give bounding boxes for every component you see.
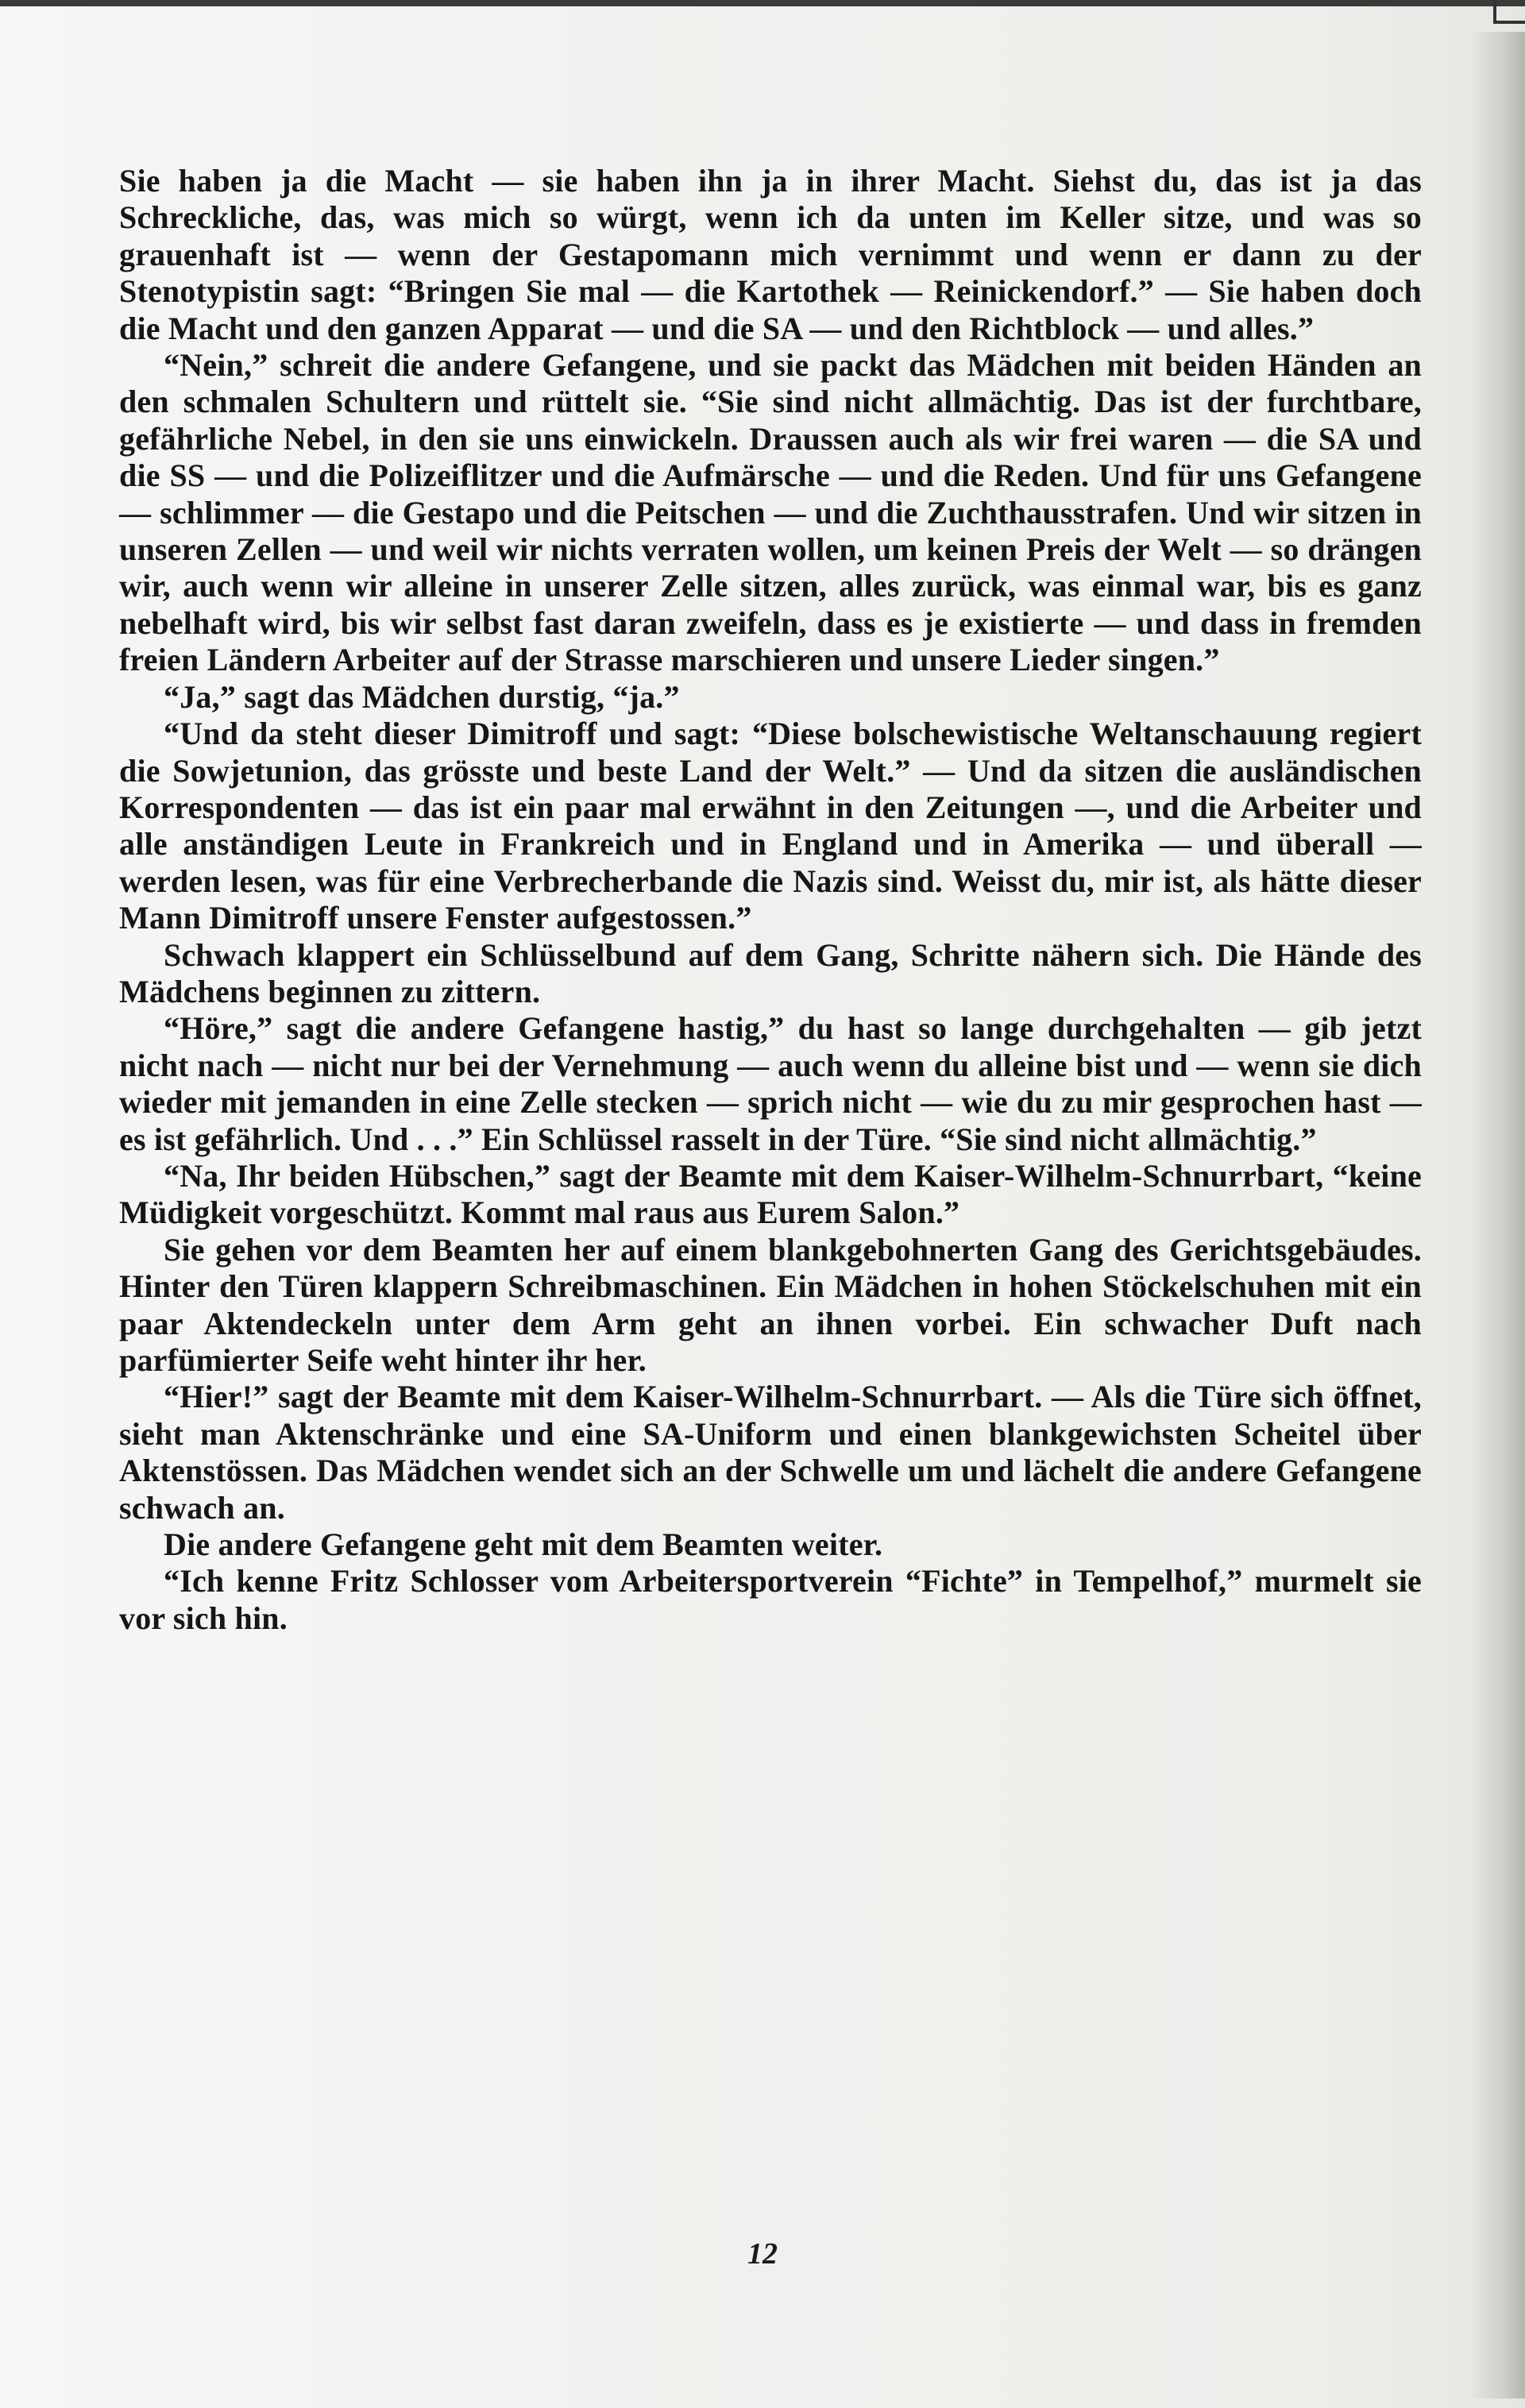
paragraph-8: Sie gehen vor dem Beamten her auf einem blankgebohnerten Gang des Gerichtsgebäudes. Hinter den Türen klappern Schreibmaschinen. Ein Mädchen in hohen Stöckelschuhen mit ein paar Aktendeckeln unter dem Arm geht an ihnen vorbei. Ein schwacher Duft nach parfümierter Seife weht hinter ihr her. [119, 1231, 1422, 1378]
paragraph-6: “Höre,” sagt die andere Gefangene hastig,” du hast so lange durchgehalten — gib jetzt nicht nach — nicht nur bei der Vernehmung — auch wenn du alleine bist und — wenn sie dich wieder mit jemanden in eine Zelle stecken — sprich nicht — wie du zu mir gesprochen hast — es ist gefährlich. Und . . .” Ein Schlüssel rasselt in der Türe. “Sie sind nicht allmächtig.” [119, 1010, 1422, 1157]
page-number: 12 [747, 2237, 778, 2271]
body-text [119, 163, 1422, 1637]
paragraph-5: Schwach klappert ein Schlüsselbund auf dem Gang, Schritte nähern sich. Die Hände des Mädchens beginnen zu zittern. [119, 936, 1422, 1009]
paragraph-4: “Und da steht dieser Dimitroff und sagt: “Diese bolschewistische Weltanschauung regiert die Sowjetunion, das grösste und beste Land der Welt.” — Und da sitzen die ausländischen Korrespondenten — das ist ein paar mal erwähnt in den Zeitungen —, und die Arbeiter und alle anständigen Leute in Frankreich und in England und in Amerika — und überall — werden lesen, was für eine Verbrecherbande die Nazis sind. Weisst du, mir ist, als hätte dieser Mann Dimitroff unsere Fenster aufgestossen.” [119, 716, 1422, 936]
page-top-border [0, 0, 1525, 6]
paragraph-10: Die andere Gefangene geht mit dem Beamten weiter. [164, 1526, 883, 1563]
paragraph-2: “Nein,” schreit die andere Gefangene, und sie packt das Mädchen mit beiden Händen an den schmalen Schultern und rüttelt sie. “Sie sind nicht allmächtig. Das ist der furchtbare, gefährliche Nebel, in den sie uns einwickeln. Draussen auch als wir frei waren — die SA und die SS — und die Polizeiflitzer und die Aufmärsche — und die Reden. Und für uns Gefangene — schlimmer — die Gestapo und die Peitschen — und die Zuchthausstrafen. Und wir sitzen in unseren Zellen — und weil wir nichts verraten wollen, um keinen Preis der Welt — so drängen wir, auch wenn wir alleine in unserer Zelle sitzen, alles zurück, was einmal war, bis es ganz nebelhaft wird, bis wir selbst fast daran zweifeln, dass es je existierte — und dass in fremden freien Ländern Arbeiter auf der Strasse marschieren und unsere Lieder singen.” [119, 347, 1422, 678]
paragraph-9: “Hier!” sagt der Beamte mit dem Kaiser-Wilhelm-Schnurrbart. — Als die Türe sich öffnet, sieht man Aktenschränke und eine SA-Uniform und einen blankgewichsten Scheitel über Aktenstössen. Das Mädchen wendet sich an der Schwelle um und lächelt die andere Gefangene schwach an. [119, 1379, 1422, 1526]
paragraph-11: “Ich kenne Fritz Schlosser vom Arbeitersportverein “Fichte” in Tempelhof,” murmelt sie vor sich hin. [119, 1563, 1422, 1636]
page-edge-shadow [1469, 32, 1525, 2398]
paragraph-3: “Ja,” sagt das Mädchen durstig, “ja.” [164, 678, 680, 715]
page-corner-mark [1493, 0, 1525, 24]
paragraph-1: Sie haben ja die Macht — sie haben ihn ja in ihrer Macht. Siehst du, das ist ja das Schreckliche, das, was mich so würgt, wenn ich da unten im Keller sitze, und was so grauenhaft ist — wenn der Gestapomann mich vernimmt und wenn er dann zu der Stenotypistin sagt: “Bringen Sie mal — die Kartothek — Reinickendorf.” — Sie haben doch die Macht und den ganzen Apparat — und die SA — und den Richtblock — und alles.” [119, 163, 1422, 346]
paragraph-7: “Na, Ihr beiden Hübschen,” sagt der Beamte mit dem Kaiser-Wilhelm-Schnurrbart, “keine Müdigkeit vorgeschützt. Kommt mal raus aus Eurem Salon.” [119, 1157, 1422, 1231]
